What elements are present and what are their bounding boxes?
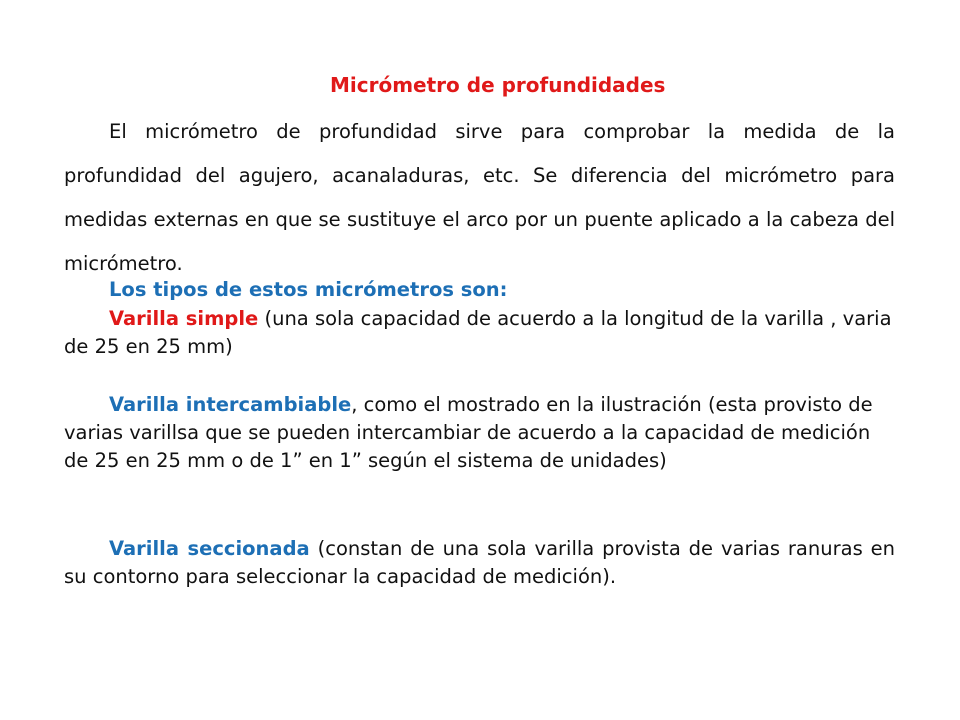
- types-heading: Los tipos de estos micrómetros son:: [109, 278, 508, 301]
- type-name-simple: Varilla simple: [109, 307, 259, 330]
- slide-title: Micrómetro de profundidades: [330, 73, 666, 97]
- type-description-simple: (una sola capacidad de acuerdo a la longitud de la varilla , varia de 25 en 25 mm): [64, 307, 892, 358]
- type-description-sectioned: (constan de una sola varilla provista de varias ranuras en su contorno para seleccionar la capacidad de medición).: [64, 537, 896, 588]
- type-paragraph-simple: [64, 305, 895, 361]
- type-name-interchangeable: Varilla intercambiable: [109, 393, 352, 416]
- type-paragraph-interchangeable: [64, 391, 895, 475]
- type-name-sectioned: Varilla seccionada: [109, 537, 310, 560]
- type-description-interchangeable: , como el mostrado en la ilustración (esta provisto de varias varillsa que se pueden intercambiar de acuerdo a la capacidad de medición de 25 en 25 mm o de 1” en 1” según el sistema de unidades): [64, 393, 873, 472]
- intro-paragraph: El micrómetro de profundidad sirve para comprobar la medida de la profundidad del agujero, acanaladuras, etc. Se diferencia del micrómetro para medidas externas en que se sustituye el arco por un puente aplicado a la cabeza del micrómetro.: [64, 120, 895, 275]
- type-paragraph-sectioned: [64, 535, 895, 591]
